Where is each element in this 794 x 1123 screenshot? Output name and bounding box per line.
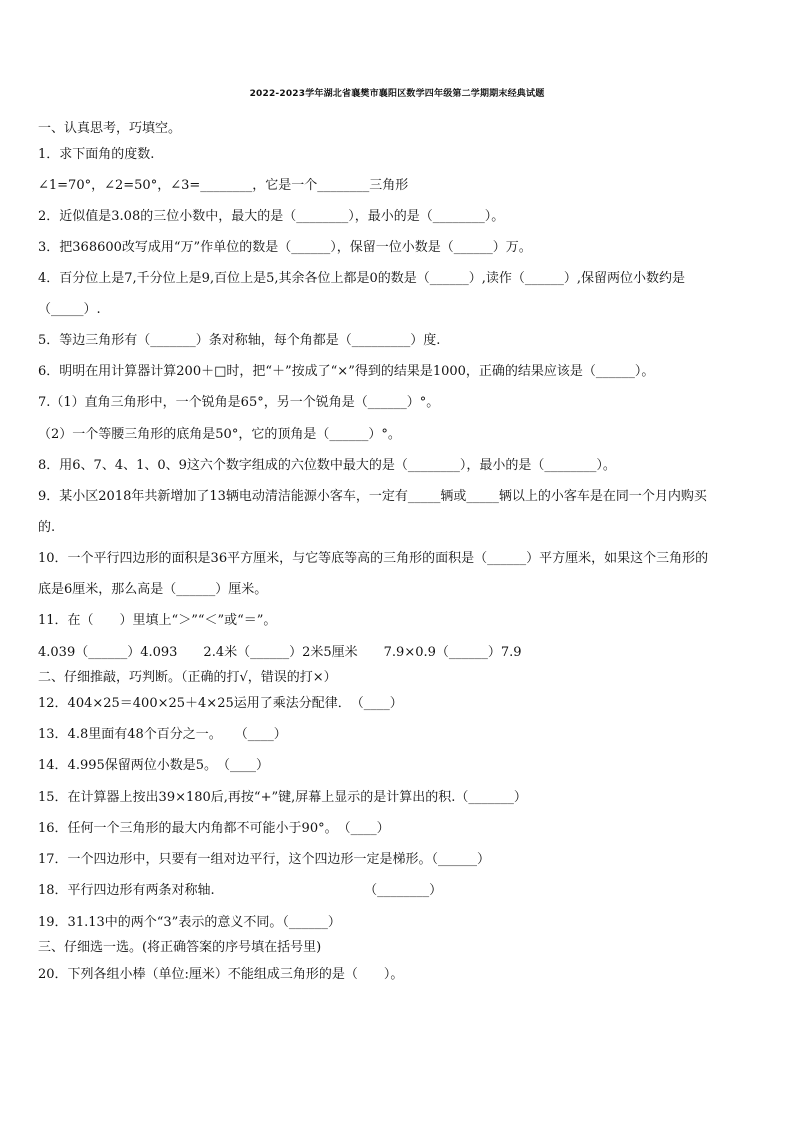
question-1: 1．求下面角的度数. xyxy=(38,147,155,162)
question-5: 5．等边三角形有（_______）条对称轴，每个角都是（_________）度. xyxy=(38,333,441,348)
page-title: 2022-2023学年湖北省襄樊市襄阳区数学四年级第二学期期末经典试题 xyxy=(249,89,545,99)
question-18: 18．平行四边形有两条对称轴. （________） xyxy=(38,883,443,898)
section-1-heading: 一、认真思考，巧填空。 xyxy=(38,121,182,136)
section-3-heading: 三、仔细选一选。(将正确答案的序号填在括号里) xyxy=(38,940,322,955)
question-14: 14．4.995保留两位小数是5。 （____） xyxy=(38,758,270,773)
question-17: 17．一个四边形中，只要有一组对边平行，这个四边形一定是梯形。（______） xyxy=(38,852,491,867)
question-19: 19．31.13中的两个“3”表示的意义不同。（______） xyxy=(38,915,341,930)
question-13: 13．4.8里面有48个百分之一。 （____） xyxy=(38,727,287,742)
question-2: 2．近似值是3.08的三位小数中，最大的是（________），最小的是（________）。 xyxy=(38,209,505,224)
question-10-cont: 底是6厘米，那么高是（______）厘米。 xyxy=(38,582,268,597)
question-6: 6．明明在用计算器计算200＋□时，把“＋”按成了“×”得到的结果是1000，正确的结果应该是（______）。 xyxy=(38,364,655,379)
question-4-cont: （_____）. xyxy=(38,302,101,317)
question-10: 10．一个平行四边形的面积是36平方厘米，与它等底等高的三角形的面积是（______）平方厘米，如果这个三角形的 xyxy=(38,551,709,566)
question-3: 3．把368600改写成用“万”作单位的数是（______），保留一位小数是（______）万。 xyxy=(38,240,532,255)
question-4: 4．百分位上是7,千分位上是9,百位上是5,其余各位上都是0的数是（______）,读作（______）,保留两位小数约是 xyxy=(38,271,686,286)
question-11: 11．在（ ）里填上“＞”“＜”或“＝”。 xyxy=(38,613,277,628)
question-15: 15．在计算器上按出39×180后,再按“+”键,屏幕上显示的是计算出的积.（_______） xyxy=(38,790,527,805)
question-7-part-2: （2）一个等腰三角形的底角是50°，它的顶角是（______）°。 xyxy=(38,427,401,442)
question-11-items: 4.039（______）4.093 2.4米（______）2米5厘米 7.9×0.9（______）7.9 xyxy=(38,645,522,660)
question-8: 8．用6、7、4、1、0、9这六个数字组成的六位数中最大的是（________），最小的是（________）。 xyxy=(38,458,616,473)
question-7-part-1: 7.（1）直角三角形中，一个锐角是65°，另一个锐角是（______）°。 xyxy=(38,395,440,410)
question-12: 12．404×25＝400×25＋4×25运用了乘法分配律． （____） xyxy=(38,696,403,711)
question-9-cont: 的. xyxy=(38,520,56,535)
question-9: 9．某小区2018年共新增加了13辆电动清洁能源小客车，一定有_____辆或_____辆以上的小客车是在同一个月内购买 xyxy=(38,489,707,504)
section-2-heading: 二、仔细推敲，巧判断。（正确的打√，错误的打×） xyxy=(38,670,337,685)
question-1-angles: ∠1=70°，∠2=50°，∠3=________，它是一个________三角形 xyxy=(38,178,409,193)
question-20: 20．下列各组小棒（单位:厘米）不能组成三角形的是（ ）。 xyxy=(38,967,404,982)
question-16: 16．任何一个三角形的最大内角都不可能小于90°。 （____） xyxy=(38,821,390,836)
